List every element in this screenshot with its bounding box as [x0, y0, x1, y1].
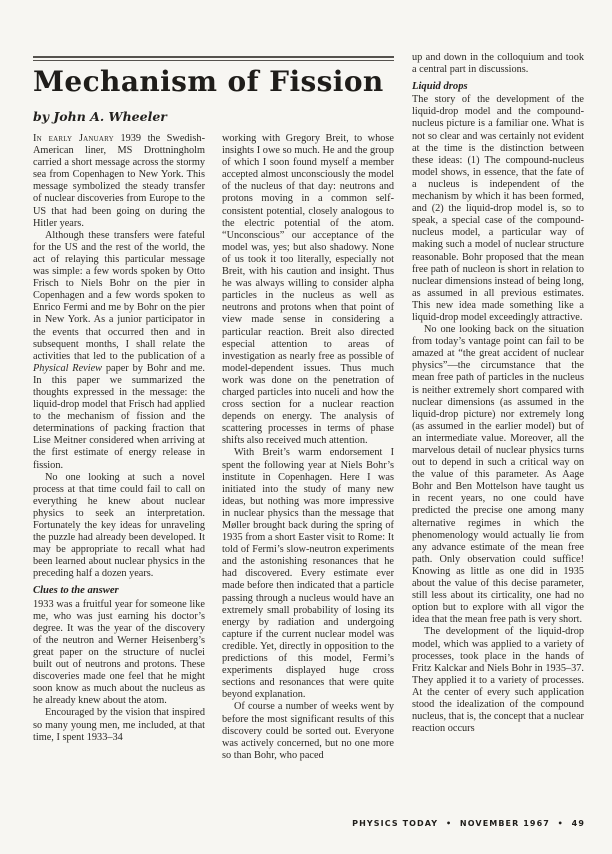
body-paragraph: [33, 707, 205, 743]
section-heading: [412, 81, 584, 93]
body-paragraph: [412, 94, 584, 324]
body-paragraph: [412, 324, 584, 626]
two-column-text-area: [33, 133, 394, 762]
text-segment: The development of the liquid-drop model, which was applied to a variety of processes, took place in the hands of Fritz Kalckar and Niels Bohr in 1935–37. They applied it to a variety of processes. At the center of every such application stood the idealization of the compound nucleus, that is, the concept that a nuclear reaction occurs: [412, 626, 584, 735]
text-segment: The story of the development of the liquid-drop model and the compound-nucleus picture is a familiar one. What is not so clear and was certainly not evident at the time is the distinction between these ideas: (1) The compound-nucleus model shows, in essence, that the fate of a nucleus is independent of the mechanism by which it has been formed, and (2) the liquid-drop model is, so to speak, a special case of the compound-nucleus model, a particular way of making such a model of nuclear structure reasonable. Bohr proposed that the mean free path of nucleon is short in relation to nuclear dimensions instead of being long, as assumed in all previous estimates. This new idea made something like a liquid-drop model exceedingly attractive.: [412, 94, 584, 323]
text-segment: With Breit’s warm endorsement I spent the following year at Niels Bohr’s institute in Copenhagen. Here I was initiated into the study of many new ideas, but nothing was more impressive in nuclear physics than the message that Møller brought back during the spring of 1935 from a short Easter visit to Rome: It told of Fermi’s slow-neutron experiments and the astonishing resonances that he had discovered. Every estimate ever made before then indicated that a particle passing through a nucleus would have an extremely small probability of losing its energy by radiation and undergoing capture if the current nuclear model was credible. Yet, directly in opposition to the predictions of this model, Fermi’s experiments displayed huge cross sections and resonances that were quite beyond explanation.: [222, 447, 394, 701]
article-header-block: [33, 56, 394, 762]
footer-text: PHYSICS TODAY • NOVEMBER 1967 • 49: [352, 819, 585, 828]
body-paragraph: [222, 447, 394, 701]
text-segment: working with Gregory Breit, to whose insights I owe so much. He and the group of which I soon found myself a member accepted almost unconsciously the model of the nucleus of that day: neutrons and protons moving in a common self-consistent potential, closely analogous to the electric potential of the atom. “Unconscious” our acceptance of the model was, yes; but also shadowy. None of us took it too literally, especially not Breit, with his caution and insight. Thus he was always willing to consider alpha particles in the nucleus as well as neutrons and protons when that point of view made sense in considering a particular reaction. Breit also directed especial attention to areas of investigation as nearly free as possible of model-dependent issues. Thus much work was done on the penetration of charged particles into nuceli and how the cross section for a nuclear reaction depends on energy. The analysis of scattering processes in terms of phase shifts also received much attention.: [222, 133, 394, 447]
text-segment: Although these transfers were fateful for the US and the rest of the world, the act of relaying this particular message was simple: a few words spoken by Otto Frisch to Niels Bohr on the pier in Copenhagen and a few words spoken to Enrico Fermi and me by Bohr on the pier in New York. As a junior participator in the events that occurred then and in subsequent months, I shall relate the activities that led to the publication of a: [33, 229, 205, 362]
text-segment: No one looking back on the situation from today’s vantage point can fail to be amazed at “the great accident of nuclear physics”—the circumstance that the mean free path of particles in the nucleus is neither extremely short compared with nuclear dimensions (as assumed in the liquid-drop picture) nor extremely long (as assumed in the earlier model) but of an intermediate value. Moreover, all the marvelous detail of nuclear physics turns out to depend in such a critical way on the value of this parameter. As Aage Bohr and Ben Mottelson have taught us in recent years, no one could have predicted the precise one among many alternative regimes in which the phenomenology would actually lie from any advance estimate of the mean free path. Only observation could suffice! Knowing as little as one did in 1935 about the value of this decise parameter, still less about its cirticality, one had no option but to explore with all vigor the idea that the mean free path is very short.: [412, 324, 584, 626]
title-rule: [33, 56, 394, 61]
text-segment: paper by Bohr and me. In this paper we summarized the thoughts expressed in the message: the liquid-drop model that Frisch had applied to the mechanism of fission and the determinations of packing fraction that Lise Meitner considered when arriving at the first estimate of energy release in fission.: [33, 362, 205, 471]
text-segment: 1939 the Swedish-American liner, MS Drottningholm carried a short message across the stormy sea from Copenhagen to New York. This message symbolized the steady transfer of nuclear discoveries from Europe to the US that had been going on during the Hitler years.: [33, 133, 206, 229]
body-paragraph: [412, 626, 584, 735]
section-heading: [33, 585, 205, 597]
article-title: Mechanism of Fission: [33, 65, 384, 98]
text-segment: Encouraged by the vision that inspired so many young men, me included, at that time, I spent 1933–34: [33, 707, 205, 743]
body-paragraph: [33, 230, 205, 472]
page-footer: [352, 819, 585, 828]
body-paragraph: [33, 133, 205, 230]
body-paragraph: [33, 472, 205, 581]
text-column-2: [222, 133, 394, 762]
text-column-3: [412, 52, 584, 735]
body-paragraph: [222, 133, 394, 447]
article-byline: by John A. Wheeler: [33, 109, 167, 124]
text-column-1: [33, 133, 205, 762]
text-segment: up and down in the colloquium and took a central part in discussions.: [412, 52, 584, 76]
text-segment: Clues to the answer: [33, 585, 119, 597]
body-paragraph: [412, 52, 584, 76]
text-segment: 1933 was a fruitful year for someone like me, who was just earning his doctor’s degree. It was the year of the discovery of the neutron and Werner Heisenberg’s great paper on the structure of nuclei built out of neutrons and protons. These discoveries made one feel that he might soon know as much about the nucleus as he already knew about the atom.: [33, 598, 205, 707]
text-segment: Liquid drops: [412, 81, 468, 93]
body-paragraph: [33, 599, 205, 708]
body-paragraph: [222, 701, 394, 761]
text-segment: Of course a number of weeks went by before the most significant results of this discovery could be sorted out. Everyone was actively concerned, but no one more so than Bohr, who paced: [222, 701, 394, 761]
text-segment: In early January: [33, 133, 114, 144]
text-segment: Physical Review: [33, 362, 103, 374]
text-segment: No one looking at such a novel process at that time could fail to call on everything he knew about nuclear physics to seek an interpretation. Fortunately the key ideas for unraveling the puzzle had already been developed. It may be appropriate to recall what had been learned about nuclear physics in the preceding half a dozen years.: [33, 471, 205, 580]
